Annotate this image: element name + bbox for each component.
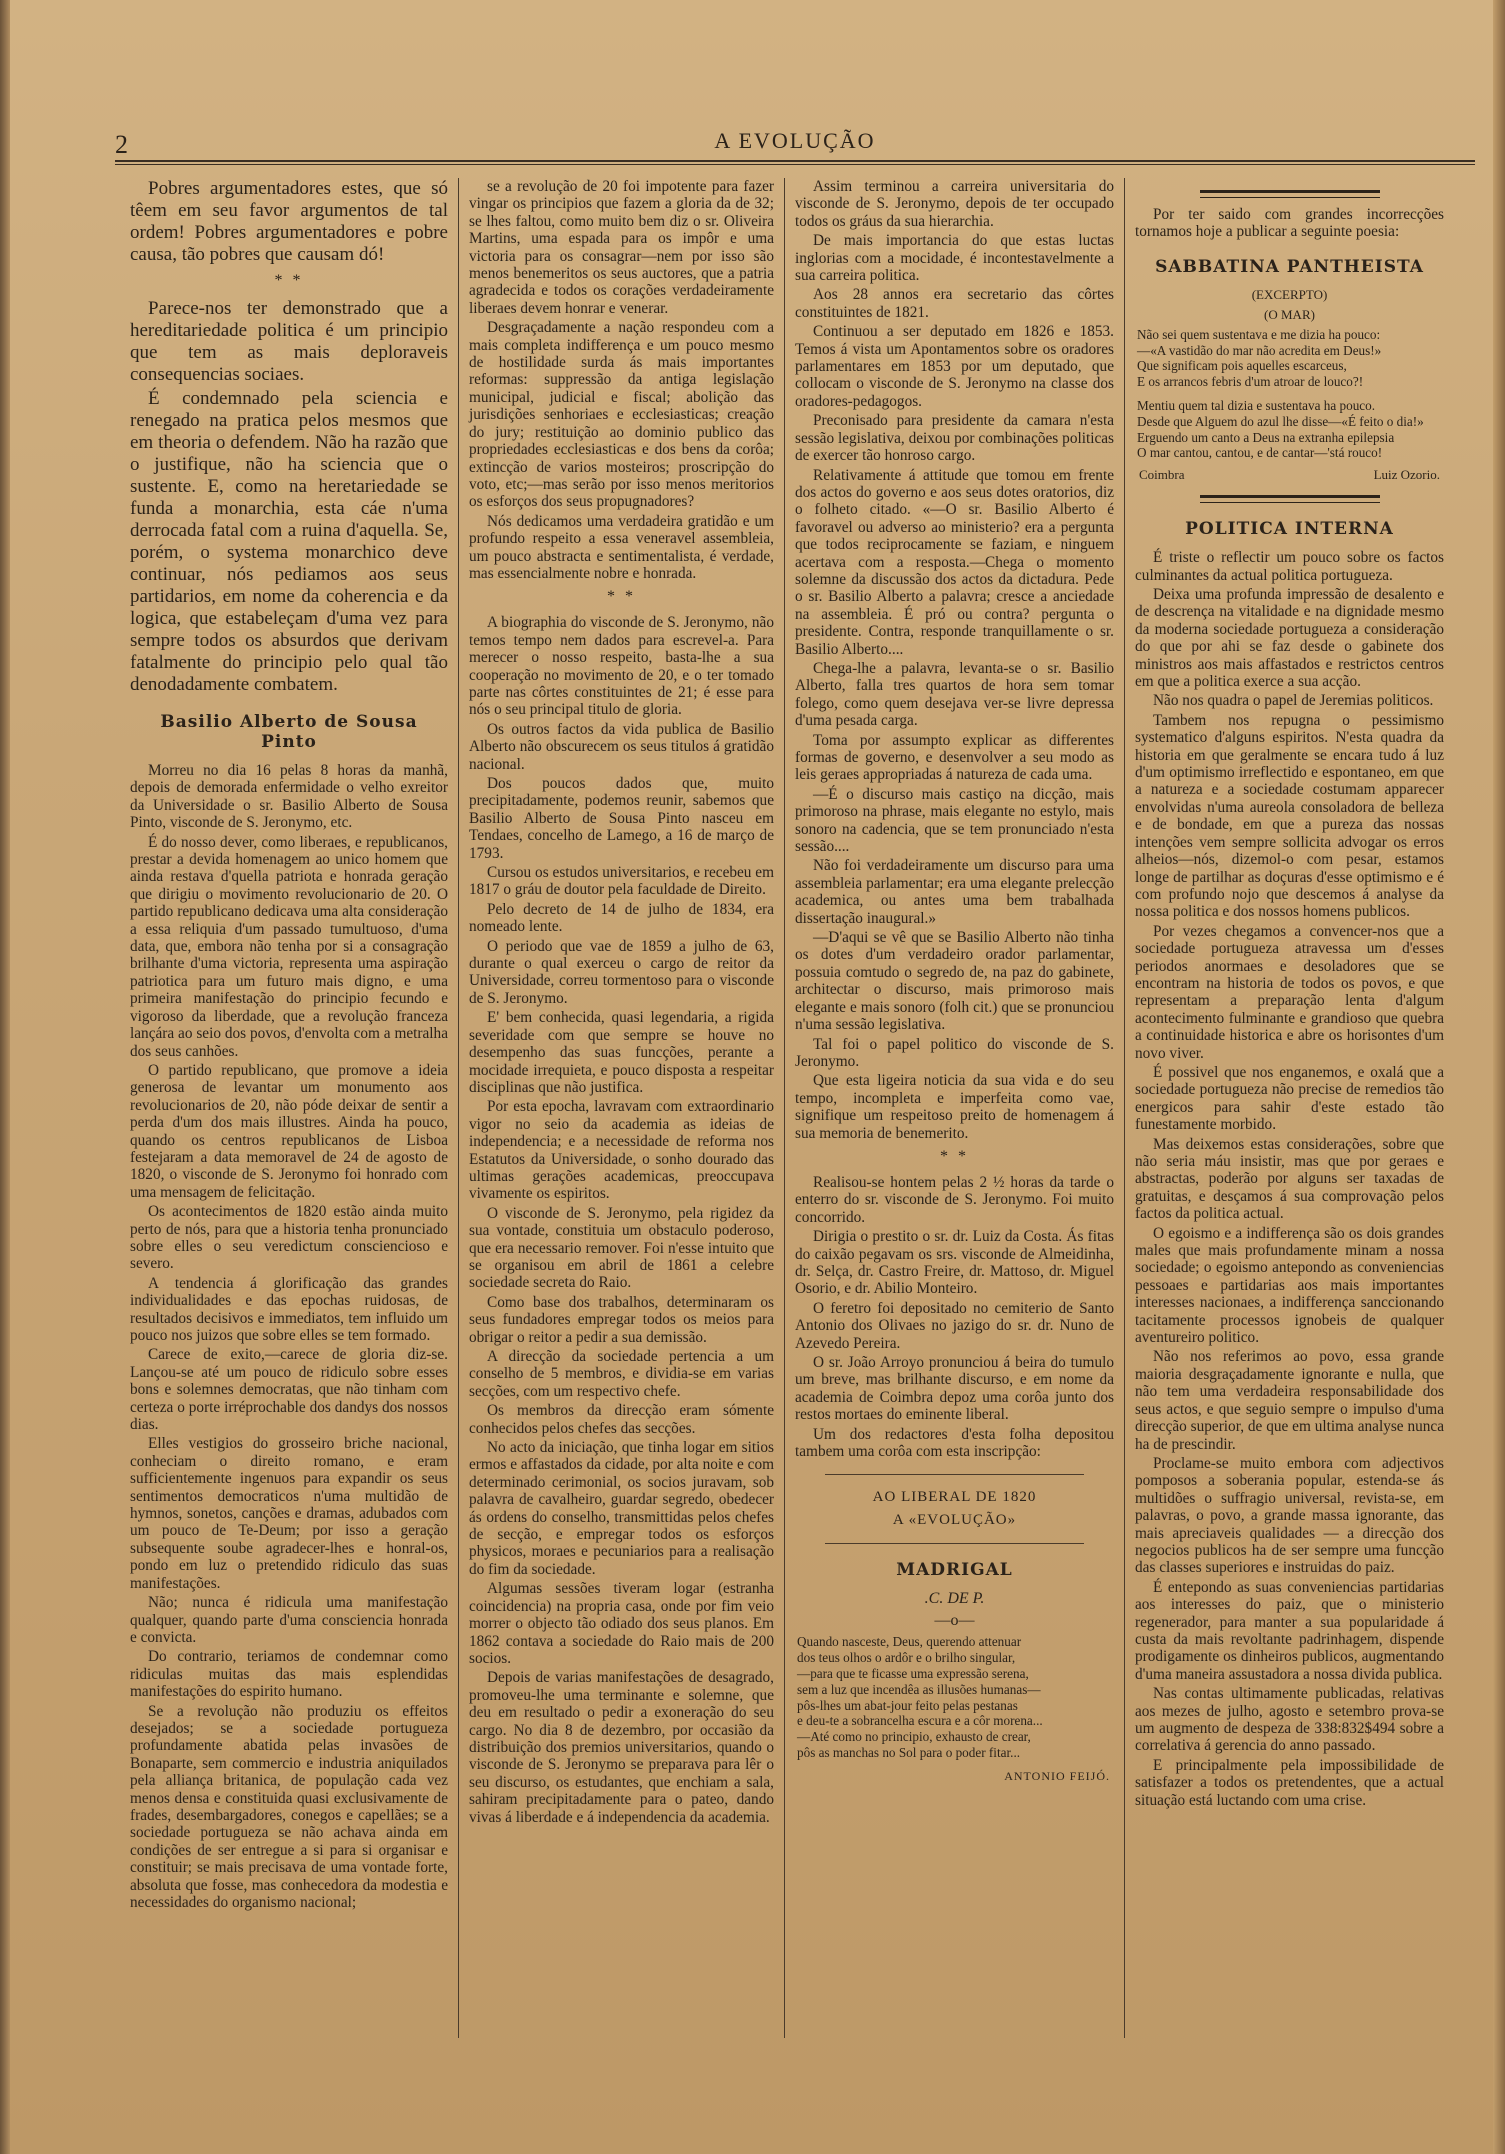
paragraph: Carece de exito,—carece de gloria diz-se. Lançou-se até um pouco de ridiculo sobre esses bons e solemnes democratas, que não tinham com certeza o porte irréprochable dos dandys dos nossos dias.: [130, 1346, 448, 1434]
madrigal-poem: [797, 1634, 1114, 1760]
paragraph: Os acontecimentos de 1820 estão ainda muito perto de nós, para que a historia tenha pronunciado sobre elles o seu veredictum consciencioso e severo.: [130, 1203, 448, 1273]
page-header: [115, 120, 1475, 158]
paragraph: Assim terminou a carreira universitaria do visconde de S. Jeronymo, depois de ter occupado todos os gráus da sua hierarchia.: [795, 178, 1114, 230]
poem-line: Desde que Alguem do azul lhe disse—«É feito o dia!»: [1137, 413, 1424, 429]
paragraph: Dirigia o prestito o sr. dr. Luiz da Costa. Ás fitas do caixão pegavam os srs. visconde de Almeidinha, dr. Selça, dr. Castro Freire, dr. Mattoso, dr. Miguel Osorio, e dr. Abilio Monteiro.: [795, 1228, 1114, 1298]
poem-line: pôs-lhes um abat-jour feito pelas pestanas: [797, 1697, 1018, 1713]
article-conclusion: [130, 298, 448, 696]
lead-paragraph: Pobres argumentadores estes, que só têem em seu favor argumentos de tal ordem! Pobres argumentadores e pobre causa, tão pobres que causam dó!: [130, 178, 448, 265]
paragraph: Não; nunca é ridicula uma manifestação qualquer, quando parte d'uma consciencia honrada e convicta.: [130, 1594, 448, 1646]
column-2: [458, 178, 784, 2038]
paragraph: A biographia do visconde de S. Jeronymo, não temos tempo nem dados para escrevel-a. Para merecer o nosso respeito, basta-lhe a sua cooperação no movimento de 20, e o ter tomado parte nas côrtes constituintes de 21; é esse para nós o seu principal titulo de gloria.: [469, 614, 774, 719]
ornament: —o—: [934, 1612, 975, 1630]
sabbatina-poem: [1137, 327, 1444, 461]
page-fold-shadow: [0, 0, 10, 2154]
paragraph: Mas deixemos estas considerações, sobre que não seria máu insistir, mas que por geraes e abstractas, poderão por alguns ser taxadas de gratuitas, e desçamos á sua comprovação pelos factos da politica actual.: [1135, 1135, 1444, 1223]
paragraph: Algumas sessões tiveram logar (estranha coincidencia) na propria casa, onde por fim veio morrer o objecto tão odiado dos seus planos. Em 1862 contava a sociedade do Raio mais de 200 socios.: [469, 1580, 774, 1667]
poem-author: Luiz Ozorio.: [1373, 467, 1440, 483]
column-4: [1124, 178, 1454, 2038]
paragraph: É entepondo as suas conveniencias partidarias aos interesses do paiz, que o ministerio regenerador, para manter a sua popularidade á custa da mais revoltante padrinhagem, dispende prodigamente os dinheiros publicos, augmentando d'uma maneira assustadora a nossa divida publica.: [1135, 1578, 1444, 1683]
paragraph: —É o discurso mais castiço na dicção, mais primoroso na phrase, mais elegante no estylo, mais sonoro na cadencia, que se tem pronunciado n'esta sessão....: [795, 785, 1114, 856]
paragraph: Dos poucos dados que, muito precipitadamente, podemos reunir, sabemos que Basilio Alberto de Sousa Pinto nasceu em Tendaes, concelho de Lamego, a 16 de março de 1793.: [469, 775, 774, 862]
header-rule-thin: [115, 164, 1475, 165]
paragraph: Pelo decreto de 14 de julho de 1834, era nomeado lente.: [469, 900, 774, 936]
paragraph: Morreu no dia 16 pelas 8 horas da manhã, depois de demorada enfermidade o velho exreitor da Universidade o sr. Basilio Alberto de Sousa Pinto, visconde de S. Jeronymo, etc.: [130, 762, 448, 832]
paragraph: —D'aqui se vê que se Basilio Alberto não tinha os dotes d'um verdadeiro orador parlamentar, possuia comtudo o segredo de, na paz do gabinete, architectar o discurso, mais primoroso mais elegante e mais sonoro (folh cit.) que se pronunciou n'uma sessão legislativa.: [795, 929, 1114, 1034]
asterism: * *: [274, 272, 304, 289]
poem-title: SABBATINA PANTHEISTA: [1155, 256, 1424, 277]
article-columns: [120, 178, 1471, 2038]
paragraph: Depois de varias manifestações de desagrado, promoveu-lhe uma terminante e solemne, que deu em resultado o pedir a exoneração do seu cargo. No dia 8 de dezembro, por occasião da distribuição dos premios universitarios, quando o visconde de S. Jeronymo se preparava para lêr o seu discurso, os estudantes, que enchiam a sala, sahiram precipitadamente para o pateo, dando vivas á liberdade e á independencia da academia.: [469, 1669, 774, 1826]
poem-line: Mentiu quem tal dizia e sustentava ha pouco.: [1137, 398, 1376, 413]
decorative-rule: [1200, 495, 1380, 503]
paragraph: Preconisado para presidente da camara n'esta sessão legislativa, deixou por combinações politicas de exercer tão honroso cargo.: [795, 412, 1114, 465]
paragraph: Um dos redactores d'esta folha depositou tambem uma corôa com esta inscripção:: [795, 1425, 1114, 1461]
divider: [825, 1474, 1084, 1475]
paragraph: Chega-lhe a palavra, levanta-se o sr. Basilio Alberto, falla tres quartos de hora sem tomar folego, como quem desejava ver-se livre depressa d'uma pesada carga.: [795, 659, 1114, 730]
politics-body: [1135, 549, 1444, 1809]
madrigal-author: ANTONIO FEIJÓ.: [1004, 1768, 1110, 1783]
paragraph: Se a revolução não produziu os effeitos desejados; se a sociedade portugueza profundamente abatida pelas invasões de Bonaparte, sem commercio e industria aniquilados pela alliança britanica, de população cada vez menos densa e constituida quasi exclusivamente de frades, desembargadores, conegos e capellães; se a sociedade portugueza se não achava ainda em condições de ser entregue a si para si organisar e constituir; se mais precisava de uma vontade forte, absoluta que fosse, mas conhecedora da modestia e necessidades do organismo nacional;: [130, 1702, 448, 1911]
poem-line: E os arrancos febris d'um atroar de louco?!: [1137, 374, 1364, 390]
paragraph: É condemnado pela sciencia e renegado na pratica pelos mesmos que em theoria o defendem. Não ha razão que o justifique, não ha sciencia que o sustente. E, como na heretariedade se funda a monarchia, esta cáe n'uma derrocada fatal com a ruina d'aquella. Se, porém, o systema monarchico deve continuar, nós pediamos aos seus partidarios, em nome da coherencia e da logica, que estabeleçam d'uma vez para sempre todos os absurdos que derivam fatalmente do principio pelo qual tão denodadamente combatem.: [130, 388, 448, 695]
poem-subtitle: (EXCERPTO): [1251, 286, 1328, 302]
political-career-body: [795, 178, 1114, 1142]
asterism: * *: [607, 588, 636, 606]
paragraph: Elles vestigios do grosseiro briche nacional, conheciam o direito romano, e eram sufficientemente ingenuos para expandir os seus sentimentos democraticos n'uma multidão de hymnos, sonetos, canções e dramas, adubados com um pouco de Te-Deum; por isso a geração subsequente soube agradecer-lhes e honral-os, pondo em luz o pretendido ridiculo das suas manifestações.: [130, 1435, 448, 1592]
paragraph: O partido republicano, que promove a ideia generosa de levantar um monumento aos revolucionarios de 20, não póde deixar de sentir a perda d'um dos mais illustres. Ainda ha pouco, quando os centros republicanos de Lisboa festejaram a data memoravel de 24 de agosto de 1820, o visconde de S. Jeronymo foi honrado com uma mensagem de felicitação.: [130, 1061, 448, 1201]
poem-line: —Até como no principio, exhausto de crear,: [797, 1729, 1031, 1745]
paragraph: De mais importancia do que estas luctas inglorias com a mocidade, é incontestavelmente a sua carreira politica.: [795, 232, 1114, 285]
poem-line: O mar cantou, cantou, e de cantar—'stá rouco!: [1137, 445, 1383, 461]
column-3: [784, 178, 1124, 2038]
poem-subtitle-2: (O MAR): [1264, 306, 1315, 322]
paragraph: Como base dos trabalhos, determinaram os seus fundadores empregar todos os meios para obrigar o reitor a pedir a sua demissão.: [469, 1293, 774, 1346]
divider: [825, 1543, 1084, 1544]
paragraph: É do nosso dever, como liberaes, e republicanos, prestar a devida homenagem ao unico homem que ainda restava d'quella patriota e honrada geração que dirigiu o movimento revolucionario de 20. O partido republicano dedicava uma alta consideração a essa reliquia d'um passado tumultuoso, d'uma data, que, embora não tenha por si a consagração brilhante d'uma victoria, representa uma aspiração patriotica para um futuro mais digno, e uma primeira manifestação do principio fecundo e vigoroso da liberdade, que a revolução franceza lançára ao seio dos povos, d'envolta com a metralha dos seus canhões.: [130, 833, 448, 1060]
paragraph: O visconde de S. Jeronymo, pela rigidez da sua vontade, constituia um obstaculo poderoso, que era necessario remover. Foi n'esse intuito que se organisou em abril de 1861 a celebre sociedade secreta do Raio.: [469, 1204, 774, 1292]
poem-line: e deu-te a sobrancelha escura e a côr morena...: [797, 1713, 1043, 1729]
paragraph: E principalmente pela impossibilidade de satisfazer a todos os pretendentes, que a actual situação está luctando com uma crise.: [1135, 1756, 1444, 1809]
paragraph: Relativamente á attitude que tomou em frente dos actos do governo e aos seus dotes oratorios, diz o folheto citado. «—O sr. Basilio Alberto é favoravel ou adverso ao ministerio? era a pergunta que todos reciprocamente se faziam, e ninguem acertava com a resposta.—Chega o momento solemne da discussão dos actos da dictadura. Pede o sr. Basilio Alberto a palavra; cresce a anciedade na assembleia. É pró ou contra? pergunta o presidente. Contra, responde tranquillamente o sr. Basilio Alberto....: [795, 466, 1114, 658]
wreath-inscription-line2: A «EVOLUÇÃO»: [892, 1512, 1017, 1529]
asterism: * *: [940, 1147, 969, 1165]
paragraph: Não foi verdadeiramente um discurso para uma assembleia parlamentar; era uma elegante prelecção academica, ou antes uma bem trabalhada dissertação inaugural.»: [795, 857, 1114, 927]
paragraph: se a revolução de 20 foi impotente para fazer vingar os principios que fazem a gloria da de 32; se lhes faltou, como muito bem diz o sr. Oliveira Martins, uma espada para os impôr e uma victoria para os consagrar—nem por isso são menos benemeritos os seus auctores, que a patria agradecida e todos os corações verdadeiramente liberaes devem honrar e venerar.: [469, 178, 774, 317]
paragraph: E' bem conhecida, quasi legendaria, a rigida severidade com que sempre se houve no desempenho das suas funcções, perante a mocidade irrequieta, e pouco disposta a respeitar disciplinas que não justifica.: [469, 1009, 774, 1096]
paragraph: O sr. João Arroyo pronunciou á beira do tumulo um breve, mas brilhante discurso, e em nome da academia de Coimbra depoz uma corôa junto dos restos mortaes do eminente liberal.: [795, 1354, 1114, 1424]
section-heading-politica-interna: POLITICA INTERNA: [1185, 519, 1394, 540]
paragraph: Tal foi o papel politico do visconde de S. Jeronymo.: [795, 1035, 1114, 1070]
paragraph: Toma por assumpto explicar as differentes formas de governo, e desenvolver a seu modo as leis geraes appropriadas á natureza de cada uma.: [795, 731, 1114, 784]
poem-line: dos teus olhos o ardôr e o brilho singular,: [797, 1650, 1016, 1666]
paragraph: Continuou a ser deputado em 1826 e 1853. Temos á vista um Apontamentos sobre os oradores parlamentares em 1853 por um deputado, que collocam o visconde de S. Jeronymo na classe dos oradores-pedagogos.: [795, 323, 1114, 410]
poem-line: Que significam pois aquelles escarceus,: [1137, 358, 1347, 374]
poem-line: —para que te ficasse uma expressão serena,: [797, 1666, 1029, 1682]
biography-body: [469, 614, 774, 1826]
poem-signature: [1139, 467, 1440, 483]
paragraph: O periodo que vae de 1859 a julho de 63, durante o qual exerceu o cargo de reitor da Universidade, correu tormentoso para o visconde de S. Jeronymo.: [469, 937, 774, 1007]
paragraph: Não nos referimos ao povo, essa grande maioria desgraçadamente ignorante e nulla, que não tem uma verdadeira responsabilidade dos seus actos, e que seguio sempre o impulso d'uma direcção superior, de que em ultima analyse nunca ha de prescindir.: [1135, 1348, 1444, 1453]
column-1: [120, 178, 458, 2038]
poem-place: Coimbra: [1139, 467, 1185, 483]
madrigal-title: MADRIGAL: [896, 1560, 1013, 1581]
paragraph: Que esta ligeira noticia da sua vida e do seu tempo, incompleta e imperfeita como vae, signifique um respeitoso preito de homenagem á sua memoria de benemerito.: [795, 1072, 1114, 1142]
paragraph: Não nos quadra o papel de Jeremias politicos.: [1153, 692, 1434, 710]
reprint-note: Por ter saido com grandes incorrecções tornamos hoje a publicar a seguinte poesia:: [1135, 206, 1444, 241]
paragraph: É triste o reflectir um pouco sobre os factos culminantes da actual politica portugueza.: [1135, 549, 1444, 584]
paragraph: Proclame-se muito embora com adjectivos pomposos a soberania popular, estenda-se ás multidões o suffragio universal, revista-se, em palavras, o povo, a grande massa ignorante, das mais apreciaveis qualidades — a direcção dos negocios publicos ha de ser sempre uma funcção das classes superiores e instruidas do paiz.: [1135, 1454, 1444, 1577]
obituary-continued: [469, 178, 774, 582]
poem-line: sem a luz que incendêa as illusões humanas—: [797, 1681, 1041, 1697]
header-rule: [115, 160, 1475, 162]
paragraph: Parece-nos ter demonstrado que a hereditariedade politica é um principio que tem as mais deploraveis consequencias sociaes.: [130, 298, 448, 385]
madrigal-dedication: .C. DE P.: [924, 1590, 985, 1608]
poem-line: Erguendo um canto a Deus na extranha epilepsia: [1137, 429, 1395, 445]
paragraph: Os outros factos da vida publica de Basilio Alberto não obscurecem os seus titulos á gratidão nacional.: [469, 720, 774, 773]
paragraph: A direcção da sociedade pertencia a um conselho de 5 membros, e dividia-se em varias secções, com um respectivo chefe.: [469, 1348, 774, 1400]
paragraph: A tendencia á glorificação das grandes individualidades e das epochas ruidosas, de resultados decisivos e immediatos, tem influido um pouco nos juizos que sobre elles se tem formado.: [130, 1274, 448, 1344]
obituary-body: [130, 762, 448, 1911]
paragraph: Por esta epocha, lavravam com extraordinario vigor no seio da academia as ideias de independencia; e a necessidade de reforma nos Estatutos da Universidade, o sonho dourado das ultimas gerações academicas, preoccupava vivamente os espiritos.: [469, 1098, 774, 1203]
paragraph: Nas contas ultimamente publicadas, relativas aos mezes de julho, agosto e setembro prova-se um augmento de despeza de 338:832$494 sobre a correlativa á gerencia do anno passado.: [1135, 1685, 1444, 1755]
paragraph: Aos 28 annos era secretario das côrtes constituintes de 1821.: [795, 286, 1114, 321]
paragraph: Realisou-se hontem pelas 2 ½ horas da tarde o enterro do sr. visconde de S. Jeronymo. Foi muito concorrido.: [795, 1173, 1114, 1226]
paragraph: O egoismo e a indifferença são os dois grandes males que mais profundamente minam a nossa sociedade; o egoismo antepondo as conveniencias pessoaes e partidarias aos mais importantes interesses nacionaes, a indifferença sanccionando tacitamente processos ignobeis de qualquer aventureiro politico.: [1135, 1224, 1444, 1347]
poem-line: [1137, 390, 1444, 398]
funeral-report: [795, 1174, 1114, 1461]
paragraph: Deixa uma profunda impressão de desalento e de descrença na vitalidade e na dignidade mesmo da moderna sociedade portugueza a consideração do que por ahi se faz desde o gabinete dos ministros aos mais affastados e restrictos centros em que a politica exerce a sua acção.: [1135, 586, 1444, 691]
page-number: 2: [115, 130, 128, 159]
paragraph: Nós dedicamos uma verdadeira gratidão e um profundo respeito a essa veneravel assembleia, um pouco abstracta e sentimentalista, é verdade, mas essencialmente nobre e honrada.: [469, 512, 774, 582]
masthead-title: A EVOLUÇÃO: [714, 128, 876, 153]
paragraph: É possivel que nos enganemos, e oxalá que a sociedade portugueza não precise de remedios tão energicos para sahir d'este estado tão funestamente morbido.: [1135, 1063, 1444, 1134]
poem-line: Não sei quem sustentava e me dizia ha pouco:: [1137, 326, 1381, 342]
paragraph: O feretro foi depositado no cemiterio de Santo Antonio dos Olivaes no jazigo do sr. dr. Nuno de Azevedo Pereira.: [795, 1299, 1114, 1352]
wreath-inscription-line1: AO LIBERAL DE 1820: [872, 1489, 1037, 1506]
page-edge-shadow: [1493, 0, 1505, 2154]
poem-line: —«A vastidão do mar não acredita em Deus!»: [1137, 342, 1382, 358]
paragraph: Desgraçadamente a nação respondeu com a mais completa indifferença e um pouco mesmo de hostilidade surda ás mais importantes reformas: suppressão da antiga legislação municipal, judicial e fiscal; abolição das jurisdições senhoriaes e ecclesiasticas; creação do jury; restituição ao dominio publico das propriedades ecclesiasticas e dos bens da corôa; extincção de varios mosteiros; proscripção do voto, etc;—mas serão por isso menos meritorios os esforços dos seus propugnadores?: [469, 319, 774, 511]
paragraph: Tambem nos repugna o pessimismo systematico d'alguns espiritos. N'esta quadra da historia em que geralmente se encara tudo á luz d'um optimismo irreflectido e espontaneo, em que a natureza e a sociedade costumam apparecer envolvidas n'uma aureola consoladora de belleza e de bondade, em que a pureza das nossas intenções vem sempre sollicita advogar os erros alheios—nós, dizemol-o com pesar, estamos longe de partilhar as doçuras d'esse optimismo e é com profundo nojo que descemos á analyse da nossa politica e dos nossos homens publicos.: [1135, 711, 1444, 921]
poem-line: Quando nasceste, Deus, querendo attenuar: [797, 1634, 1022, 1650]
paragraph: Os membros da direcção eram sómente conhecidos pelos chefes das secções.: [469, 1402, 774, 1437]
paragraph: Do contrario, teriamos de condemnar como ridiculas muitas das mais esplendidas manifestações do espirito humano.: [130, 1648, 448, 1701]
article-heading-basilio: Basilio Alberto de Sousa Pinto: [160, 712, 418, 752]
decorative-rule: [1200, 190, 1380, 198]
paragraph: No acto da iniciação, que tinha logar em sitios ermos e affastados da cidade, por alta noite e com determinado cerimonial, os socios juravam, sob palavra de cavalheiro, guardar segredo, obedecer ás ordens do conselho, transmittidas pelos chefes de secção, e empregar todos os esforços physicos, moraes e pecuniarios para a realisação do fim da sociedade.: [469, 1439, 774, 1578]
paragraph: Por vezes chegamos a convencer-nos que a sociedade portugueza atravessa um d'esses periodos anormaes e desoladores que se encontram na historia de todos os povos, e que representam a preparação lenta d'algum acontecimento fulminante e grandioso que quebra a continuidade historica e abre os horisontes d'um novo viver.: [1135, 922, 1444, 1062]
paragraph: Cursou os estudos universitarios, e recebeu em 1817 o gráu de doutor pela faculdade de Direito.: [469, 864, 774, 899]
poem-line: pôs as manchas no Sol para o poder fitar...: [797, 1745, 1021, 1761]
